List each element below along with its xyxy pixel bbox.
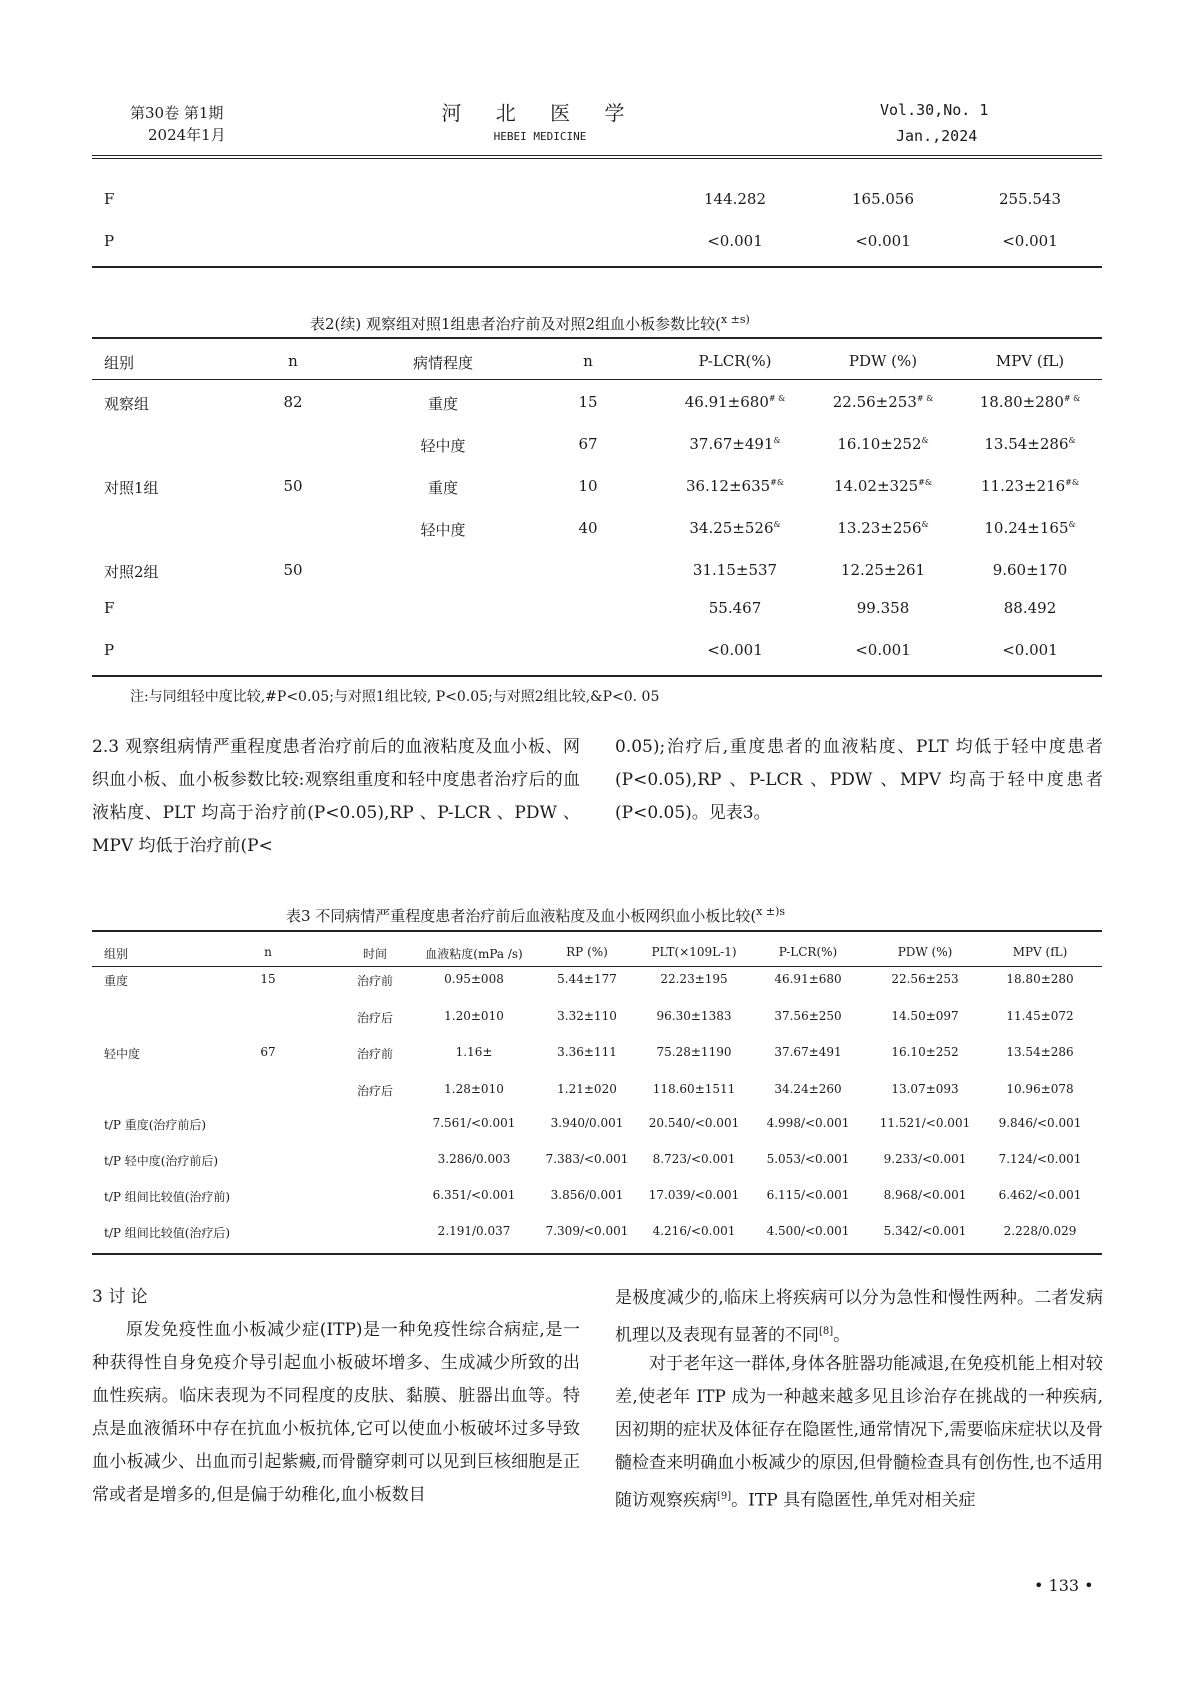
table3-cell: 7.383/<0.001 <box>545 1152 629 1166</box>
table2-cell-text: 55.467 <box>708 599 762 617</box>
table2-cell-text: 9.60±170 <box>992 561 1068 579</box>
table2-cell-text: 82 <box>283 393 303 411</box>
table2-cell-pdw <box>833 393 934 411</box>
table3-cell: 37.56±250 <box>774 1009 842 1023</box>
table2-cell-text: <0.001 <box>1002 641 1058 659</box>
table3-cell: 3.940/0.001 <box>550 1116 624 1130</box>
table2-cell-text: P <box>104 641 115 659</box>
table2-cell-text: 观察组 <box>104 395 150 413</box>
table2-cell-mpv <box>981 477 1079 495</box>
table3-cell: 重度 <box>104 974 129 988</box>
table2-cell-severity <box>420 519 465 540</box>
table3-cell: 5.44±177 <box>557 972 617 986</box>
table3-cell: 15 <box>260 972 276 986</box>
table3-cell: 3.856/0.001 <box>550 1188 624 1202</box>
table3-cell: 14.50±097 <box>891 1009 959 1023</box>
table3-cell: 11.521/<0.001 <box>879 1116 971 1130</box>
table2-cell-text: 46.91±680 <box>684 393 769 411</box>
table2-bottom-rule <box>92 675 1102 677</box>
section-2-3-right: 0.05);治疗后,重度患者的血液粘度、PLT 均低于轻中度患者(P<0.05),RP 、P-LCR 、PDW 、MPV 均高于轻中度患者(P<0.05)。见表3。 <box>615 737 1103 823</box>
table2-header-severity: 病情程度 <box>412 354 474 372</box>
table2-cell-text: 34.25±526 <box>689 519 774 537</box>
table3-cell: 0.95±008 <box>444 972 504 986</box>
table2-cell-text: 67 <box>578 435 598 453</box>
citation-8: [8] <box>819 1326 834 1337</box>
table2-cell-n2 <box>578 477 597 495</box>
journal-title-cn: 河 北 医 学 <box>441 101 639 125</box>
table2-cell-group <box>104 393 149 414</box>
running-header-left <box>130 102 226 146</box>
table2-cell-group <box>104 477 159 498</box>
table3-header-cell: 血液粘度(mPa /s) <box>425 947 523 961</box>
table1-p-label: P <box>104 232 115 250</box>
table2-cell-mpv <box>1002 641 1058 659</box>
table2-cell-group <box>104 641 114 659</box>
table3-cell: 11.45±072 <box>1006 1009 1074 1023</box>
table3-cell: 4.998/<0.001 <box>766 1116 850 1130</box>
table3-cell: 7.309/<0.001 <box>545 1224 629 1238</box>
table2-cell-n <box>283 561 302 579</box>
volume-issue-en: Vol.30,No. 1 <box>880 101 989 119</box>
journal-title <box>430 97 650 143</box>
table3-cell: 22.23±195 <box>660 972 728 986</box>
table3-cell: 5.342/<0.001 <box>883 1224 967 1238</box>
running-header-right <box>880 97 988 149</box>
table2-cell-text: 88.492 <box>1003 599 1057 617</box>
table3-cell: 96.30±1383 <box>656 1009 732 1023</box>
table2-cell-text: F <box>104 599 115 617</box>
table3-cell: 34.24±260 <box>774 1082 842 1096</box>
table3-header-cell: PLT(×109L-1) <box>651 945 737 959</box>
table3-header-cell: PDW (%) <box>897 945 953 959</box>
discussion-heading: 3 讨 论 <box>92 1287 148 1307</box>
table3-caption-text: 表3 不同病情严重程度患者治疗前后血液粘度及血小板网织血小板比较( <box>286 907 757 925</box>
table3-cell: 9.233/<0.001 <box>883 1152 967 1166</box>
table2-cell-n <box>283 477 302 495</box>
table2-header-pdw: PDW (%) <box>848 352 918 370</box>
table2-cell-text: 轻中度 <box>420 521 466 539</box>
table3-top-rule <box>92 930 1102 932</box>
table3-cell: 16.10±252 <box>891 1045 959 1059</box>
table2-cell-plcr <box>707 641 763 659</box>
table1-f-mpv: 255.543 <box>998 190 1062 208</box>
table2-cell-pdw <box>837 519 928 537</box>
table2-cell-pdw <box>837 435 928 453</box>
table2-cell-text: 50 <box>283 477 303 495</box>
table3-cell: 治疗后 <box>356 1084 394 1098</box>
table2-cell-mpv <box>993 561 1068 579</box>
table2-cell-pdw <box>834 477 932 495</box>
table3-cell: 17.039/<0.001 <box>648 1188 740 1202</box>
table3-cell: 治疗前 <box>356 1047 394 1061</box>
table2-cell-text: 13.54±286 <box>984 435 1069 453</box>
significance-mark: #& <box>918 478 932 487</box>
table3-cell: 1.28±010 <box>444 1082 504 1096</box>
table2-header-group: 组别 <box>104 354 135 372</box>
table1-p-pdw: <0.001 <box>855 232 911 250</box>
table3-cell: 6.115/<0.001 <box>766 1188 850 1202</box>
significance-mark: & <box>1068 520 1076 529</box>
significance-mark: # & <box>1063 394 1081 403</box>
table2-cell-mpv <box>984 435 1075 453</box>
table2-cell-text: 18.80±280 <box>979 393 1064 411</box>
table2-cell-n <box>283 393 302 411</box>
table3-cell: 轻中度 <box>104 1047 141 1061</box>
table3-cell: 13.54±286 <box>1006 1045 1074 1059</box>
table2-header-plcr: P-LCR(%) <box>698 352 772 370</box>
discussion-left-paragraph: 原发免疫性血小板减少症(ITP)是一种免疫性综合病症,是一种获得性自身免疫介导引起血小板破坏增多、生成减少所致的出血性疾病。临床表现为不同程度的皮肤、黏膜、脏器出血等。特点是血液循环中存在抗血小板抗体,它可以使血小板破坏过多导致血小板减少、出血而引起紫癜,而骨髓穿刺可以见到巨核细胞是正常或者是增多的,但是偏于幼稚化,血小板数目 <box>92 1320 580 1505</box>
table3-cell: 22.56±253 <box>891 972 959 986</box>
table2-cell-text: <0.001 <box>707 641 763 659</box>
significance-mark: #& <box>770 478 784 487</box>
table3-cell: 10.96±078 <box>1006 1082 1074 1096</box>
table3-cell: 2.228/0.029 <box>1003 1224 1077 1238</box>
table3-cell: 20.540/<0.001 <box>648 1116 740 1130</box>
table3-cell: 75.28±1190 <box>656 1045 732 1059</box>
table3-cell: 1.21±020 <box>557 1082 617 1096</box>
table2-cell-text: 12.25±261 <box>840 561 926 579</box>
discussion-right-text-2-end: 。ITP 具有隐匿性,单凭对相关症 <box>731 1490 976 1511</box>
table2-cell-text: 99.358 <box>856 599 910 617</box>
table3-cell: 7.561/<0.001 <box>432 1116 516 1130</box>
table1-p-plcr: <0.001 <box>707 232 763 250</box>
table3-cell: 4.500/<0.001 <box>766 1224 850 1238</box>
significance-mark: #& <box>1065 478 1079 487</box>
table2-cell-text: 13.23±256 <box>837 519 922 537</box>
table3-header-cell: MPV (fL) <box>1012 945 1068 959</box>
table1-f-pdw: 165.056 <box>851 190 915 208</box>
table2-cell-plcr <box>709 599 762 617</box>
table3-caption <box>286 905 785 926</box>
table3-cell: 1.16± <box>455 1045 493 1059</box>
discussion-right-text-1: 是极度减少的,临床上将疾病可以分为急性和慢性两种。二者发病机理以及表现有显著的不同 <box>615 1288 1103 1346</box>
table2-cell-text: 重度 <box>427 395 459 413</box>
discussion-right-paragraph-2 <box>615 1348 1103 1518</box>
table2-cell-plcr <box>689 519 780 537</box>
discussion-right-paragraph-1 <box>615 1282 1103 1353</box>
table2-cell-pdw <box>841 561 925 579</box>
table2-cell-pdw <box>855 641 911 659</box>
table2-cell-text: 轻中度 <box>420 437 466 455</box>
table1-f-plcr: 144.282 <box>703 190 767 208</box>
table2-cell-text: 11.23±216 <box>981 477 1066 495</box>
table3-cell: 治疗后 <box>356 1011 394 1025</box>
discussion-right-text-2: 对于老年这一群体,身体各脏器功能减退,在免疫机能上相对较差,使老年 ITP 成为一种越来越多见且诊治存在挑战的一种疾病,因初期的症状及体征存在隐匿性,通常情况下,需要临床症状以及骨髓检查来明确血小板减少的原因,但骨髓检查具有创伤性,也不适用随访观察疾病 <box>615 1354 1103 1511</box>
table2-cell-plcr <box>689 435 780 453</box>
table3-header-rule <box>92 966 1102 967</box>
table2-caption-symbol: x ±s) <box>720 313 750 326</box>
table3-cell: 7.124/<0.001 <box>998 1152 1082 1166</box>
table2-cell-text: 15 <box>578 393 598 411</box>
table3-cell: 治疗前 <box>356 974 394 988</box>
table2-cell-mpv <box>1004 599 1057 617</box>
table2-cell-n2 <box>578 435 597 453</box>
table3-cell: 118.60±1511 <box>652 1082 736 1096</box>
table2-caption-text: 表2(续) 观察组对照1组患者治疗前及对照2组血小板参数比较( <box>310 315 721 333</box>
table2-cell-plcr <box>693 561 777 579</box>
significance-mark: & <box>1068 436 1076 445</box>
table3-cell: 5.053/<0.001 <box>766 1152 850 1166</box>
table3-cell: 2.191/0.037 <box>437 1224 511 1238</box>
table2-header-n: n <box>288 352 298 370</box>
table3-header-cell: 组别 <box>104 947 129 961</box>
table2-cell-text: 36.12±635 <box>686 477 771 495</box>
table2-cell-text: 对照1组 <box>104 479 159 497</box>
table3-cell: 13.07±093 <box>891 1082 959 1096</box>
journal-title-en: HEBEI MEDICINE <box>493 130 587 143</box>
table2-note: 注:与同组轻中度比较,#P<0.05;与对照1组比较, P<0.05;与对照2组比较,&P<0. 05 <box>130 689 660 705</box>
table3-cell: 67 <box>260 1045 276 1059</box>
significance-mark: & <box>773 520 781 529</box>
table2-top-rule <box>92 337 1102 339</box>
discussion-right-text-1-end: 。 <box>833 1325 851 1346</box>
table3-header-cell: RP (%) <box>566 945 608 959</box>
table3-cell: 6.462/<0.001 <box>998 1188 1082 1202</box>
table2-cell-text: 14.02±325 <box>834 477 919 495</box>
table3-cell: 3.286/0.003 <box>437 1152 511 1166</box>
table1-f-label: F <box>104 190 115 208</box>
table3-cell: 1.20±010 <box>444 1009 504 1023</box>
table3-cell: t/P 重度(治疗前后) <box>104 1118 207 1132</box>
table2-cell-text: 10.24±165 <box>984 519 1069 537</box>
table2-cell-text: 10 <box>578 477 598 495</box>
table2-cell-severity <box>420 435 465 456</box>
table3-cell: 8.723/<0.001 <box>652 1152 736 1166</box>
table3-header-cell: 时间 <box>362 947 388 961</box>
page-number: • 133 • <box>1034 1576 1094 1595</box>
table2-caption <box>310 313 750 334</box>
table2-cell-severity <box>428 477 458 498</box>
table2-cell-severity <box>428 393 458 414</box>
significance-mark: # & <box>916 394 934 403</box>
table2-cell-text: 31.15±537 <box>692 561 778 579</box>
citation-9: [9] <box>717 1491 732 1502</box>
table2-header-rule <box>92 379 1102 380</box>
table2-cell-text: 37.67±491 <box>689 435 774 453</box>
header-rule <box>92 155 1102 156</box>
table2-cell-text: 重度 <box>427 479 459 497</box>
table2-cell-n2 <box>578 393 597 411</box>
table2-cell-mpv <box>984 519 1075 537</box>
table2-cell-plcr <box>686 477 784 495</box>
table3-cell: 6.351/<0.001 <box>432 1188 516 1202</box>
volume-issue: 第30卷 第1期 <box>130 104 224 122</box>
table3-cell: 46.91±680 <box>774 972 842 986</box>
significance-mark: & <box>921 436 929 445</box>
issue-date-en: Jan.,2024 <box>896 127 978 145</box>
table2-cell-text: 40 <box>578 519 598 537</box>
table3-cell: t/P 组间比较值(治疗前) <box>104 1190 231 1204</box>
table3-cell: 8.968/<0.001 <box>883 1188 967 1202</box>
table2-cell-text: <0.001 <box>855 641 911 659</box>
table3-cell: t/P 组间比较值(治疗后) <box>104 1226 231 1240</box>
significance-mark: & <box>773 436 781 445</box>
section-2-3-left: 2.3 观察组病情严重程度患者治疗前后的血液粘度及血小板、网织血小板、血小板参数比较:观察组重度和轻中度患者治疗后的血液粘度、PLT 均高于治疗前(P<0.05),RP 、P-LCR 、PDW 、MPV 均低于治疗前(P< <box>92 737 580 856</box>
table3-cell: 3.32±110 <box>557 1009 617 1023</box>
table2-cell-text: 对照2组 <box>104 563 159 581</box>
table3-cell: 9.846/<0.001 <box>998 1116 1082 1130</box>
table1-p-mpv: <0.001 <box>1002 232 1058 250</box>
table3-cell: 3.36±111 <box>557 1045 617 1059</box>
table3-caption-symbol: x ±)s <box>756 905 786 918</box>
table3-cell: 18.80±280 <box>1006 972 1074 986</box>
table2-cell-plcr <box>685 393 786 411</box>
table2-cell-text: 22.56±253 <box>832 393 917 411</box>
table3-cell: t/P 轻中度(治疗前后) <box>104 1154 219 1168</box>
header-rule-double <box>92 158 1102 159</box>
table2-cell-group <box>104 561 159 582</box>
table2-cell-text: 50 <box>283 561 303 579</box>
table3-header-cell: n <box>264 945 272 959</box>
table3-cell: 37.67±491 <box>774 1045 842 1059</box>
table2-header-n2: n <box>583 352 593 370</box>
table2-cell-mpv <box>980 393 1081 411</box>
table2-cell-n2 <box>578 519 597 537</box>
table3-bottom-rule <box>92 1253 1102 1255</box>
table2-cell-text: 16.10±252 <box>837 435 922 453</box>
issue-date: 2024年1月 <box>148 126 226 144</box>
table2-header-mpv: MPV (fL) <box>995 352 1065 370</box>
table3-cell: 4.216/<0.001 <box>652 1224 736 1238</box>
significance-mark: # & <box>768 394 786 403</box>
table2-cell-pdw <box>857 599 910 617</box>
table2-cell-group <box>104 599 114 617</box>
table1-bottom-rule <box>92 266 1102 268</box>
table3-header-cell: P-LCR(%) <box>778 945 838 959</box>
significance-mark: & <box>921 520 929 529</box>
